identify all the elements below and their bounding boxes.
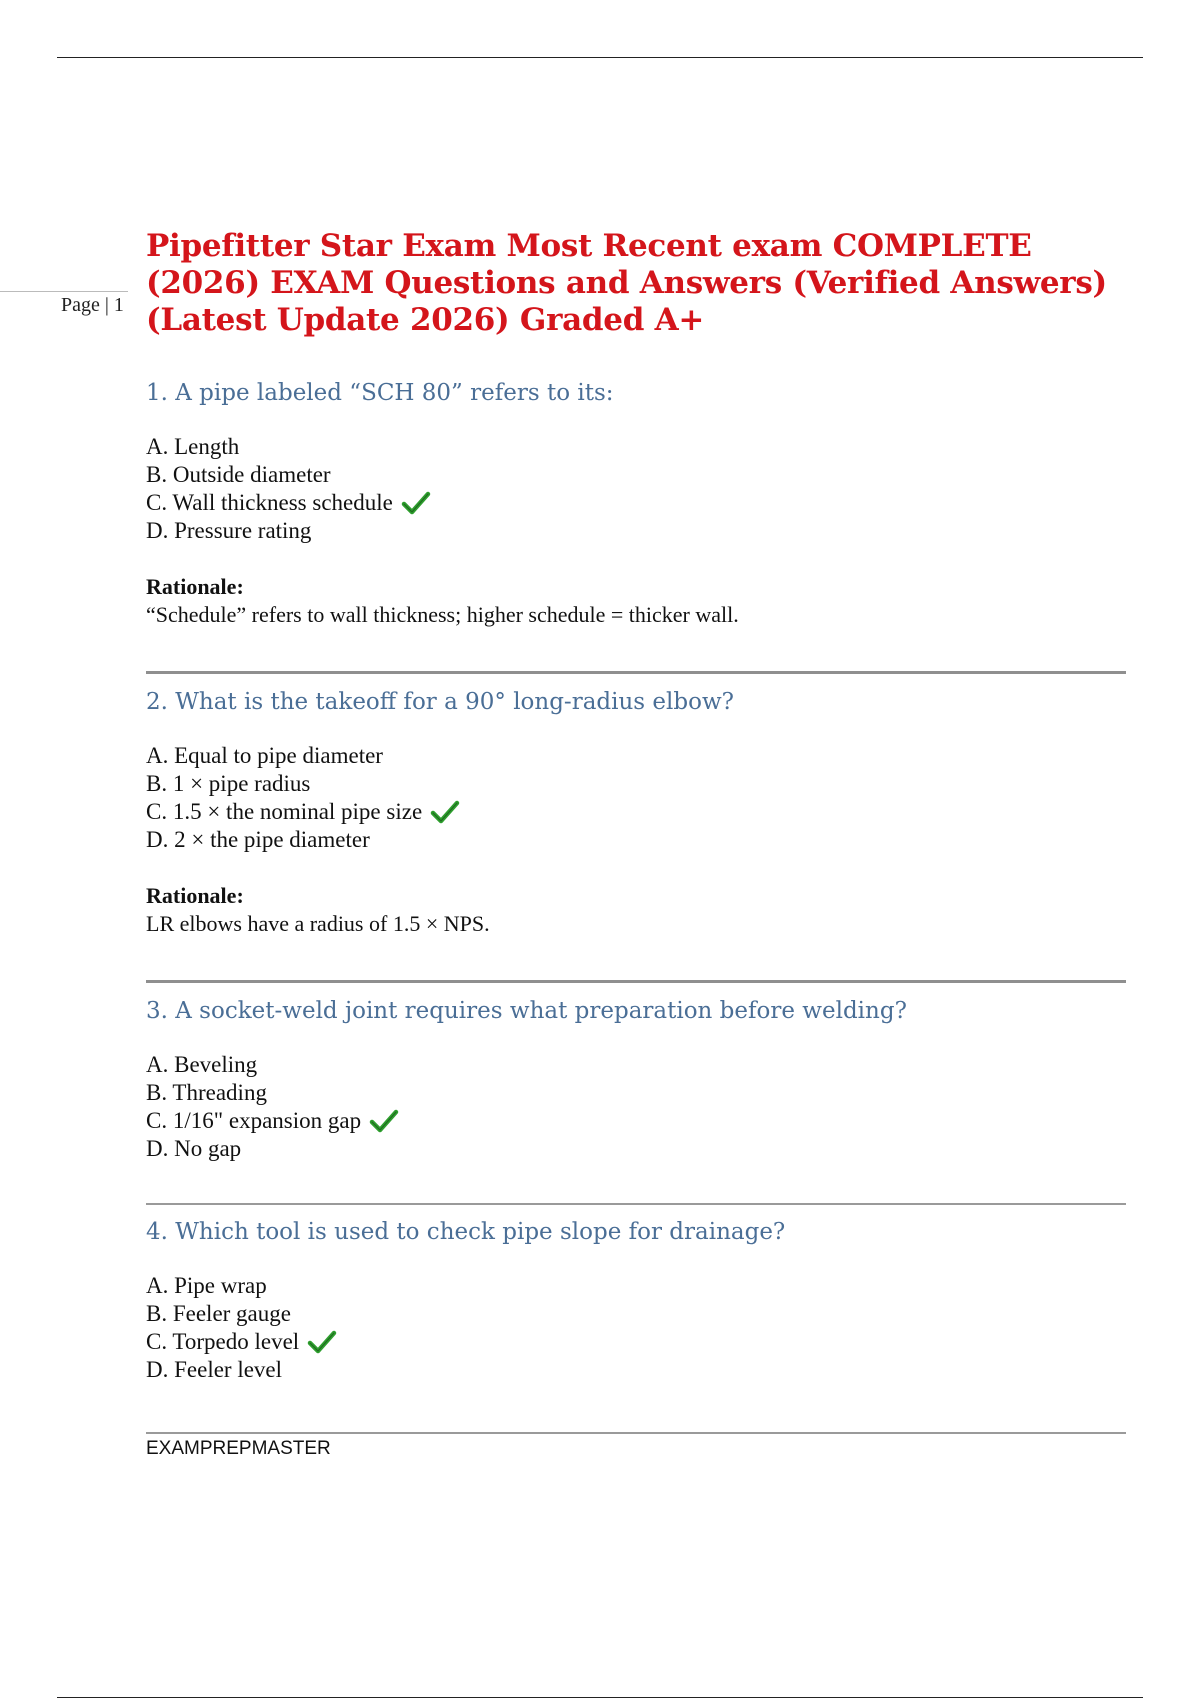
question-separator [146,980,1126,983]
rationale-text: “Schedule” refers to wall thickness; higher schedule = thicker wall. [146,602,739,627]
document-body [146,228,1126,1460]
rationale-text: LR elbows have a radius of 1.5 × NPS. [146,911,490,936]
option-d: D. Pressure rating [146,518,312,543]
option-a: A. Equal to pipe diameter [146,743,383,768]
rationale-heading: Rationale: [146,883,244,908]
footer-brand: EXAMPREPMASTER [146,1438,331,1459]
header-rule [57,57,1143,58]
option-b: B. Threading [146,1080,267,1105]
option-c: C. 1.5 × the nominal pipe size [146,798,1126,826]
rationale-heading: Rationale: [146,574,244,599]
option-d: D. 2 × the pipe diameter [146,827,370,852]
answer-options [146,1051,1126,1163]
question-text: 2. What is the takeoff for a 90° long-radius elbow? [146,689,734,715]
answer-options [146,1272,1126,1384]
option-c: C. Torpedo level [146,1328,1126,1356]
option-d: D. No gap [146,1136,242,1161]
page-margin-rule [0,291,128,292]
checkmark-icon [430,799,460,825]
page-number: Page | 1 [61,294,124,316]
page-bottom-rule [57,1697,1143,1698]
answer-options [146,433,1126,545]
question-text: 4. Which tool is used to check pipe slope for drainage? [146,1219,786,1245]
answer-options [146,742,1126,854]
checkmark-icon [401,490,431,516]
question-text: 3. A socket-weld joint requires what preparation before welding? [146,998,907,1024]
option-d: D. Feeler level [146,1357,283,1382]
question-block [146,997,1126,1163]
question-block [146,379,1126,629]
question-block [146,688,1126,938]
checkmark-icon [307,1329,337,1355]
question-block [146,1218,1126,1384]
document-title: Pipefitter Star Exam Most Recent exam COMPLETE (2026) EXAM Questions and Answers (Verified Answers) (Latest Update 2026) Graded A+ [146,228,1107,338]
option-b: B. Feeler gauge [146,1301,291,1326]
checkmark-icon [369,1108,399,1134]
option-c: C. Wall thickness schedule [146,489,1126,517]
option-a: A. Beveling [146,1052,258,1077]
option-c: C. 1/16" expansion gap [146,1107,1126,1135]
option-b: B. 1 × pipe radius [146,771,311,796]
option-a: A. Length [146,434,240,459]
question-separator [146,1203,1126,1205]
question-text: 1. A pipe labeled “SCH 80” refers to its: [146,380,614,406]
question-separator [146,671,1126,674]
option-b: B. Outside diameter [146,462,331,487]
option-a: A. Pipe wrap [146,1273,267,1298]
footer-rule [146,1432,1126,1434]
